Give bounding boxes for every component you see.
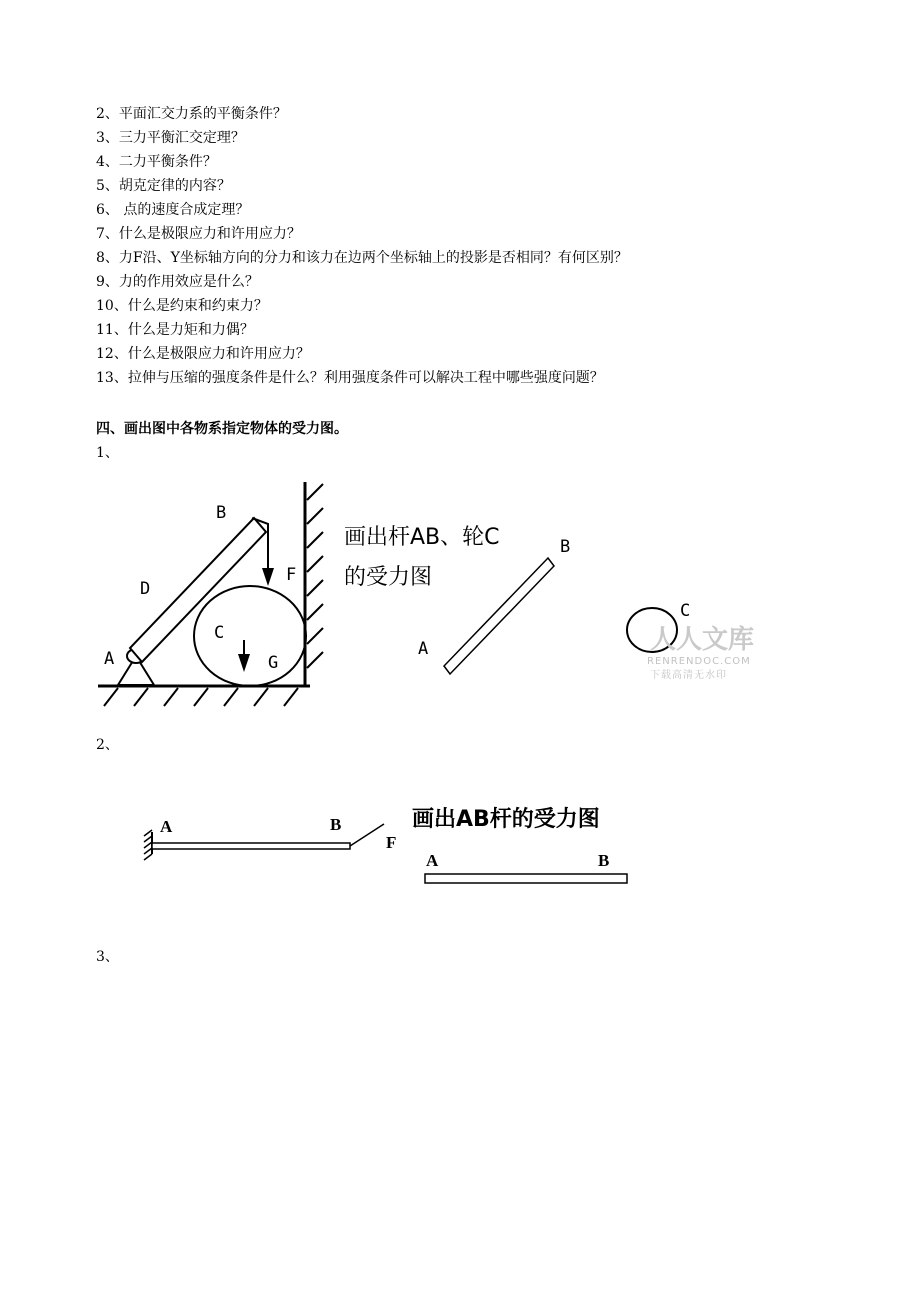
instruction-line-2: 的受力图 (344, 565, 433, 590)
question-3: 3、三力平衡汇交定理？ (96, 130, 245, 146)
gravity-arrow (238, 654, 250, 672)
question-13: 13、拉伸与压缩的强度条件是什么？利用强度条件可以解决工程中哪些强度问题？ (96, 370, 604, 386)
fig2-instruction: 画出AB杆的受力图 (412, 807, 600, 832)
rod-label-a: A (418, 639, 429, 659)
question-12: 12、什么是极限应力和许用应力？ (96, 346, 310, 362)
label-c: C (214, 623, 225, 643)
question-6: 6、 点的速度合成定理？ (96, 202, 250, 218)
rod-ab (130, 518, 266, 662)
wheel-label-c: C (680, 601, 691, 621)
figure-1 (90, 470, 790, 720)
fig2-label-b: B (330, 815, 342, 834)
wheel-c (194, 586, 306, 686)
watermark-title: 人人文库 (650, 625, 755, 655)
question-4: 4、二力平衡条件？ (96, 154, 217, 170)
question-7: 7、什么是极限应力和许用应力？ (96, 226, 301, 242)
instruction-line-1: 画出杆AB、轮C (344, 525, 500, 550)
watermark-url: RENRENDOC.COM (647, 656, 751, 667)
label-d: D (140, 579, 151, 599)
label-f: F (286, 565, 297, 585)
question-9: 9、力的作用效应是什么？ (96, 274, 259, 290)
label-a: A (104, 649, 115, 669)
watermark-sub: 下载高清无水印 (650, 670, 727, 681)
figure-3-number: 3、 (96, 949, 119, 965)
free-rod-ab (444, 558, 554, 674)
section-title: 四、画出图中各物系指定物体的受力图。 (96, 421, 348, 437)
question-2: 2、平面汇交力系的平衡条件？ (96, 106, 287, 122)
figure-2-number: 2、 (96, 737, 119, 753)
beam-ab (152, 843, 350, 849)
fig2-label-f: F (386, 833, 397, 852)
rod-label-b: B (560, 537, 571, 557)
fig2-label-a: A (160, 817, 173, 836)
wall-hatching (307, 484, 323, 668)
force-f-arrow (262, 568, 274, 586)
fixed-support-hatching (144, 830, 152, 860)
force-f-line (350, 824, 384, 846)
ground-hatching (104, 688, 298, 706)
question-8: 8、力F沿、Y坐标轴方向的分力和该力在边两个坐标轴上的投影是否相同？有何区别？ (96, 250, 628, 266)
free-bar-ab (425, 874, 627, 883)
bar-label-b: B (598, 851, 610, 870)
question-11: 11、什么是力矩和力偶？ (96, 322, 254, 338)
bar-label-a: A (426, 851, 439, 870)
question-5: 5、胡克定律的内容？ (96, 178, 231, 194)
figure-2 (130, 790, 710, 900)
figure-1-number: 1、 (96, 445, 119, 461)
label-g: G (268, 653, 279, 673)
label-b: B (216, 503, 227, 523)
question-10: 10、什么是约束和约束力？ (96, 298, 268, 314)
